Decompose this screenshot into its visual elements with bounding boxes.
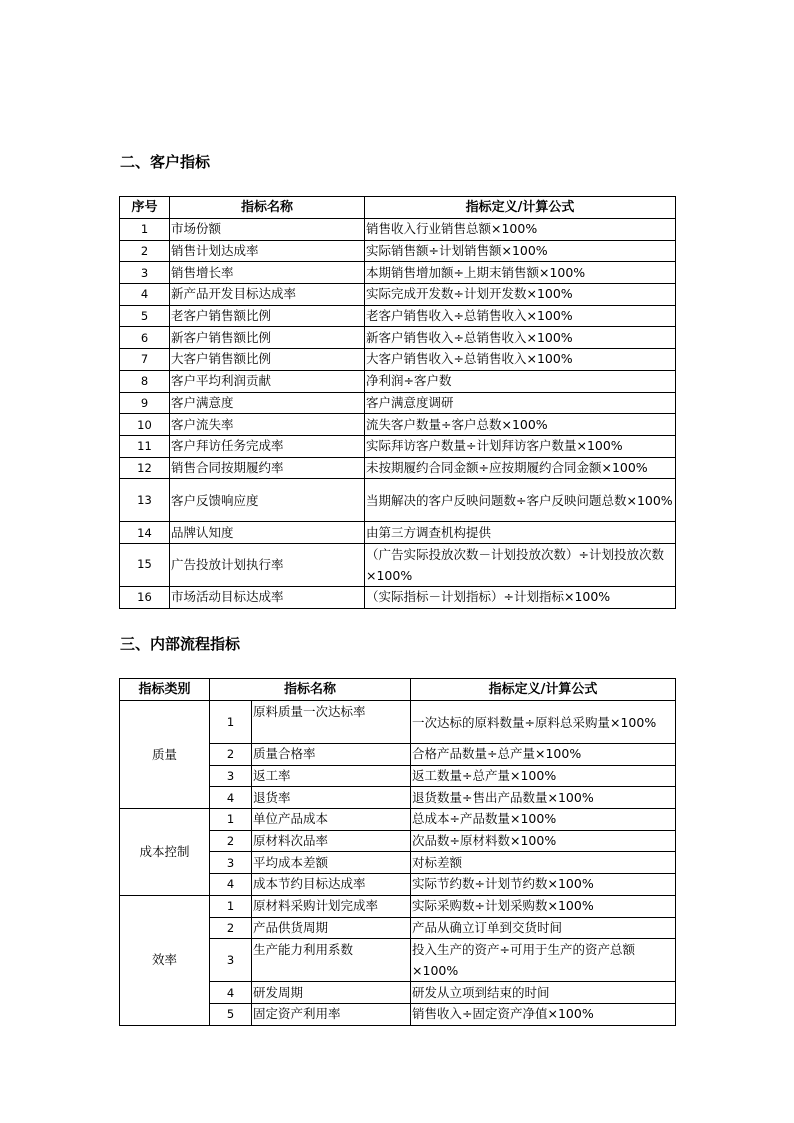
table-row [120,349,676,371]
metric-formula: 新客户销售收入÷总销售收入×100% [365,327,676,349]
metric-name: 大客户销售额比例 [170,349,365,371]
metric-name: 返工率 [252,765,411,787]
row-no: 9 [120,392,170,414]
metric-name: 产品供货周期 [252,917,411,939]
table-row [120,809,676,831]
table-row [120,457,676,479]
row-no: 2 [210,917,252,939]
row-no: 7 [120,349,170,371]
customer-metrics-table [119,196,676,609]
metric-name: 市场活动目标达成率 [170,586,365,608]
metric-name: 成本节约目标达成率 [252,874,411,896]
metric-name: 客户满意度 [170,392,365,414]
metric-name: 销售合同按期履约率 [170,457,365,479]
table-row [120,435,676,457]
row-no: 5 [120,305,170,327]
metric-name: 平均成本差额 [252,852,411,874]
row-no: 4 [210,787,252,809]
metric-formula: 老客户销售收入÷总销售收入×100% [365,305,676,327]
header-formula: 指标定义/计算公式 [365,197,676,219]
category-cell: 成本控制 [120,809,210,896]
metric-name: 新客户销售额比例 [170,327,365,349]
metric-formula: 销售收入÷固定资产净值×100% [411,1003,676,1025]
table-row [120,305,676,327]
category-cell: 质量 [120,701,210,809]
row-no: 2 [210,830,252,852]
row-no: 4 [210,982,252,1004]
metric-formula: 流失客户数量÷客户总数×100% [365,414,676,436]
metric-formula: 净利润÷客户数 [365,370,676,392]
metric-formula: 由第三方调查机构提供 [365,522,676,544]
row-no: 3 [210,852,252,874]
row-no: 2 [120,240,170,262]
metric-formula: 一次达标的原料数量÷原料总采购量×100% [411,701,676,744]
row-no: 11 [120,435,170,457]
table-row [120,219,676,241]
table-row [120,543,676,586]
table-row [120,701,676,744]
row-no: 12 [120,457,170,479]
metric-name: 质量合格率 [252,744,411,766]
row-no: 4 [210,874,252,896]
table-row [120,895,676,917]
table-row [120,327,676,349]
row-no: 2 [210,744,252,766]
table-row [120,284,676,306]
metric-formula: 退货数量÷售出产品数量×100% [411,787,676,809]
table-row [120,479,676,522]
metric-formula: 实际完成开发数÷计划开发数×100% [365,284,676,306]
row-no: 6 [120,327,170,349]
metric-formula: 次品数÷原材料数×100% [411,830,676,852]
header-category: 指标类别 [120,679,210,701]
table-row [120,522,676,544]
table-row [120,392,676,414]
metric-name: 销售增长率 [170,262,365,284]
metric-name: 客户平均利润贡献 [170,370,365,392]
header-formula: 指标定义/计算公式 [411,679,676,701]
header-name: 指标名称 [210,679,411,701]
metric-formula: 研发从立项到结束的时间 [411,982,676,1004]
metric-formula: 实际节约数÷计划节约数×100% [411,874,676,896]
metric-name: 老客户销售额比例 [170,305,365,327]
row-no: 15 [120,543,170,586]
metric-name: 固定资产利用率 [252,1003,411,1025]
metric-name: 退货率 [252,787,411,809]
metric-name: 销售计划达成率 [170,240,365,262]
header-no: 序号 [120,197,170,219]
table-row [120,240,676,262]
row-no: 3 [210,939,252,982]
metric-name: 原料质量一次达标率 [252,701,411,744]
metric-name: 研发周期 [252,982,411,1004]
metric-name: 客户反馈响应度 [170,479,365,522]
metric-name: 客户流失率 [170,414,365,436]
metric-formula: （广告实际投放次数－计划投放次数）÷计划投放次数×100% [365,543,676,586]
metric-formula: 实际采购数÷计划采购数×100% [411,895,676,917]
metric-name: 原材料采购计划完成率 [252,895,411,917]
category-cell: 效率 [120,895,210,1025]
table-row [120,370,676,392]
internal-process-table [119,678,676,1026]
row-no: 4 [120,284,170,306]
header-name: 指标名称 [170,197,365,219]
row-no: 8 [120,370,170,392]
metric-formula: 合格产品数量÷总产量×100% [411,744,676,766]
metric-name: 广告投放计划执行率 [170,543,365,586]
metric-formula: 客户满意度调研 [365,392,676,414]
row-no: 13 [120,479,170,522]
metric-formula: 产品从确立订单到交货时间 [411,917,676,939]
row-no: 1 [210,809,252,831]
section3-title: 三、内部流程指标 [120,635,241,653]
metric-formula: （实际指标－计划指标）÷计划指标×100% [365,586,676,608]
row-no: 1 [210,701,252,744]
metric-formula: 未按期履约合同金额÷应按期履约合同金额×100% [365,457,676,479]
metric-name: 品牌认知度 [170,522,365,544]
metric-formula: 返工数量÷总产量×100% [411,765,676,787]
row-no: 3 [210,765,252,787]
metric-name: 新产品开发目标达成率 [170,284,365,306]
metric-formula: 销售收入行业销售总额×100% [365,219,676,241]
metric-formula: 当期解决的客户反映问题数÷客户反映问题总数×100% [365,479,676,522]
metric-formula: 本期销售增加额÷上期末销售额×100% [365,262,676,284]
metric-name: 市场份额 [170,219,365,241]
metric-name: 原材料次品率 [252,830,411,852]
table-row [120,414,676,436]
row-no: 10 [120,414,170,436]
row-no: 5 [210,1003,252,1025]
row-no: 14 [120,522,170,544]
metric-formula: 大客户销售收入÷总销售收入×100% [365,349,676,371]
metric-name: 生产能力利用系数 [252,939,411,982]
metric-formula: 实际拜访客户数量÷计划拜访客户数量×100% [365,435,676,457]
metric-name: 客户拜访任务完成率 [170,435,365,457]
table-row [120,262,676,284]
section2-title: 二、客户指标 [120,153,211,171]
row-no: 1 [120,219,170,241]
metric-formula: 投入生产的资产÷可用于生产的资产总额×100% [411,939,676,982]
row-no: 1 [210,895,252,917]
metric-formula: 对标差额 [411,852,676,874]
metric-formula: 实际销售额÷计划销售额×100% [365,240,676,262]
row-no: 3 [120,262,170,284]
row-no: 16 [120,586,170,608]
metric-name: 单位产品成本 [252,809,411,831]
metric-formula: 总成本÷产品数量×100% [411,809,676,831]
table-row [120,586,676,608]
